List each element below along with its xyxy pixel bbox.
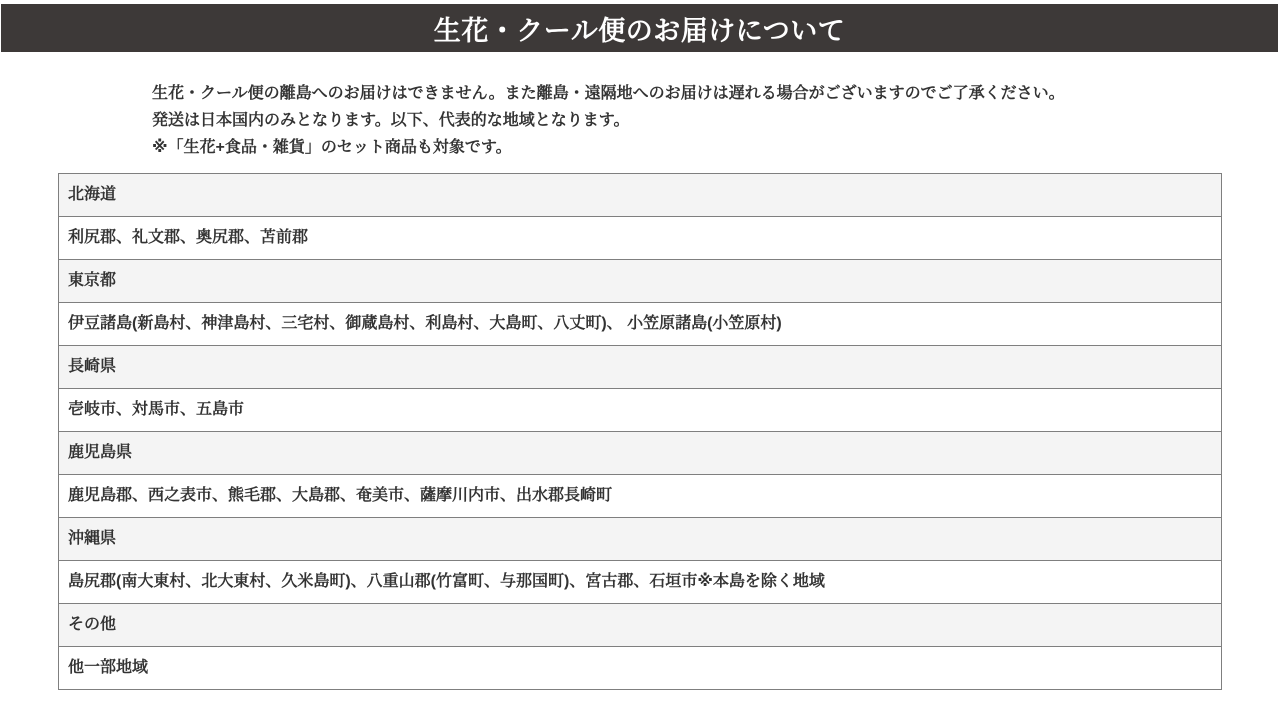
region-data-row: 鹿児島郡、西之表市、熊毛郡、大島郡、奄美市、薩摩川内市、出水郡長崎町	[59, 474, 1221, 517]
region-data-row: 伊豆諸島(新島村、神津島村、三宅村、御蔵島村、利島村、大島町、八丈町)、 小笠原諸島(小笠原村)	[59, 302, 1221, 345]
region-header-row: 北海道	[59, 174, 1221, 216]
region-data-row: 利尻郡、礼文郡、奥尻郡、苫前郡	[59, 216, 1221, 259]
region-header-row: 鹿児島県	[59, 431, 1221, 474]
region-data-row: 壱岐市、対馬市、五島市	[59, 388, 1221, 431]
region-header-row: 沖縄県	[59, 517, 1221, 560]
region-header-row: その他	[59, 603, 1221, 646]
page-title: 生花・クール便のお届けについて	[433, 15, 846, 46]
region-data-row: 他一部地域	[59, 646, 1221, 689]
page-title-bar	[1, 4, 1278, 52]
intro-paragraph	[152, 80, 1240, 161]
regions-table	[58, 173, 1222, 690]
intro-line-1: 生花・クール便の離島へのお届けはできません。また離島・遠隔地へのお届けは遅れる場合がございますのでご了承ください。	[152, 85, 1065, 102]
intro-line-3: ※「生花+食品・雑貨」のセット商品も対象です。	[152, 139, 512, 156]
intro-line-2: 発送は日本国内のみとなります。以下、代表的な地域となります。	[152, 112, 630, 129]
region-header-row: 長崎県	[59, 345, 1221, 388]
region-header-row: 東京都	[59, 259, 1221, 302]
region-data-row: 島尻郡(南大東村、北大東村、久米島町)、八重山郡(竹富町、与那国町)、宮古郡、石垣市※本島を除く地域	[59, 560, 1221, 603]
